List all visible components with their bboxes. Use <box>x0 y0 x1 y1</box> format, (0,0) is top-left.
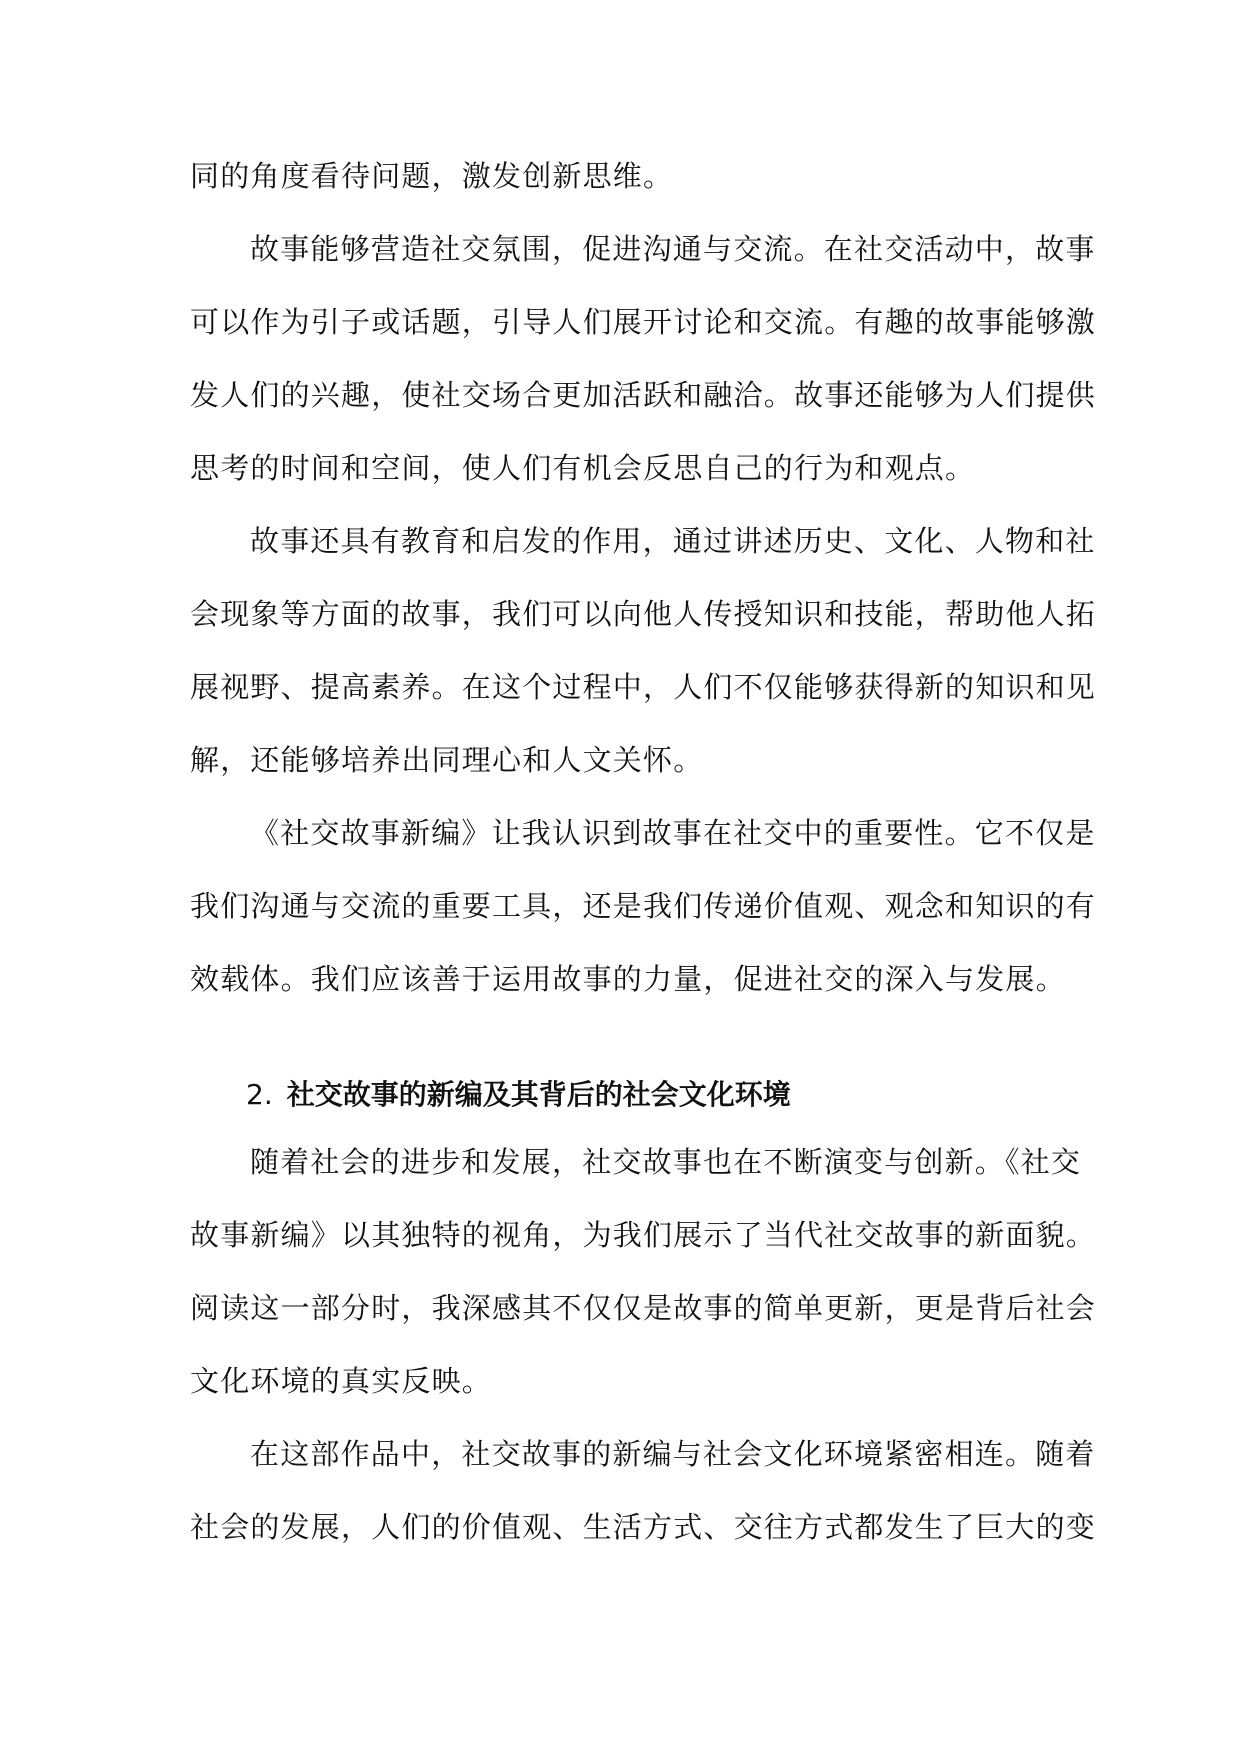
text-line: 社会的发展，人们的价值观、生活方式、交往方式都发生了巨大的变 <box>190 1510 1097 1544</box>
text-line: 解，还能够培养出同理心和人文关怀。 <box>190 743 704 777</box>
section-title: 社交故事的新编及其背后的社会文化环境 <box>286 1078 791 1111</box>
text-line: 我们沟通与交流的重要工具，还是我们传递价值观、观念和知识的有 <box>190 889 1097 923</box>
text-line: 思考的时间和空间，使人们有机会反思自己的行为和观点。 <box>190 451 976 485</box>
text-line: 阅读这一部分时，我深感其不仅仅是故事的简单更新，更是背后社会 <box>190 1291 1097 1325</box>
text-line: 文化环境的真实反映。 <box>190 1364 493 1398</box>
paragraph-5 <box>190 1126 1097 1418</box>
text-line: 发人们的兴趣，使社交场合更加活跃和融洽。故事还能够为人们提供 <box>190 378 1097 412</box>
section-number: 2. <box>246 1078 273 1111</box>
text-line: 会现象等方面的故事，我们可以向他人传授知识和技能，帮助他人拓 <box>190 597 1097 631</box>
paragraph-1 <box>190 140 1060 213</box>
paragraph-2 <box>190 213 1097 505</box>
text-line: 在这部作品中，社交故事的新编与社会文化环境紧密相连。随着 <box>250 1437 1096 1471</box>
text-line: 同的角度看待问题，激发创新思维。 <box>190 159 674 193</box>
text-line: 展视野、提高素养。在这个过程中，人们不仅能够获得新的知识和见 <box>190 670 1097 704</box>
text-line: 效载体。我们应该善于运用故事的力量，促进社交的深入与发展。 <box>190 962 1066 996</box>
paragraph-4 <box>190 797 1097 1016</box>
text-line: 《社交故事新编》让我认识到故事在社交中的重要性。它不仅是 <box>250 816 1096 850</box>
text-line: 可以作为引子或话题，引导人们展开讨论和交流。有趣的故事能够激 <box>190 305 1097 339</box>
text-line: 随着社会的进步和发展，社交故事也在不断演变与创新。《社交 <box>250 1145 1082 1179</box>
section-heading <box>190 1064 1060 1126</box>
text-line: 故事能够营造社交氛围，促进沟通与交流。在社交活动中，故事 <box>250 232 1096 266</box>
paragraph-6 <box>190 1418 1097 1564</box>
text-line: 故事还具有教育和启发的作用，通过讲述历史、文化、人物和社 <box>250 524 1096 558</box>
document-body <box>190 140 1097 1564</box>
text-line: 故事新编》以其独特的视角，为我们展示了当代社交故事的新面貌。 <box>190 1218 1097 1252</box>
paragraph-3 <box>190 505 1097 797</box>
